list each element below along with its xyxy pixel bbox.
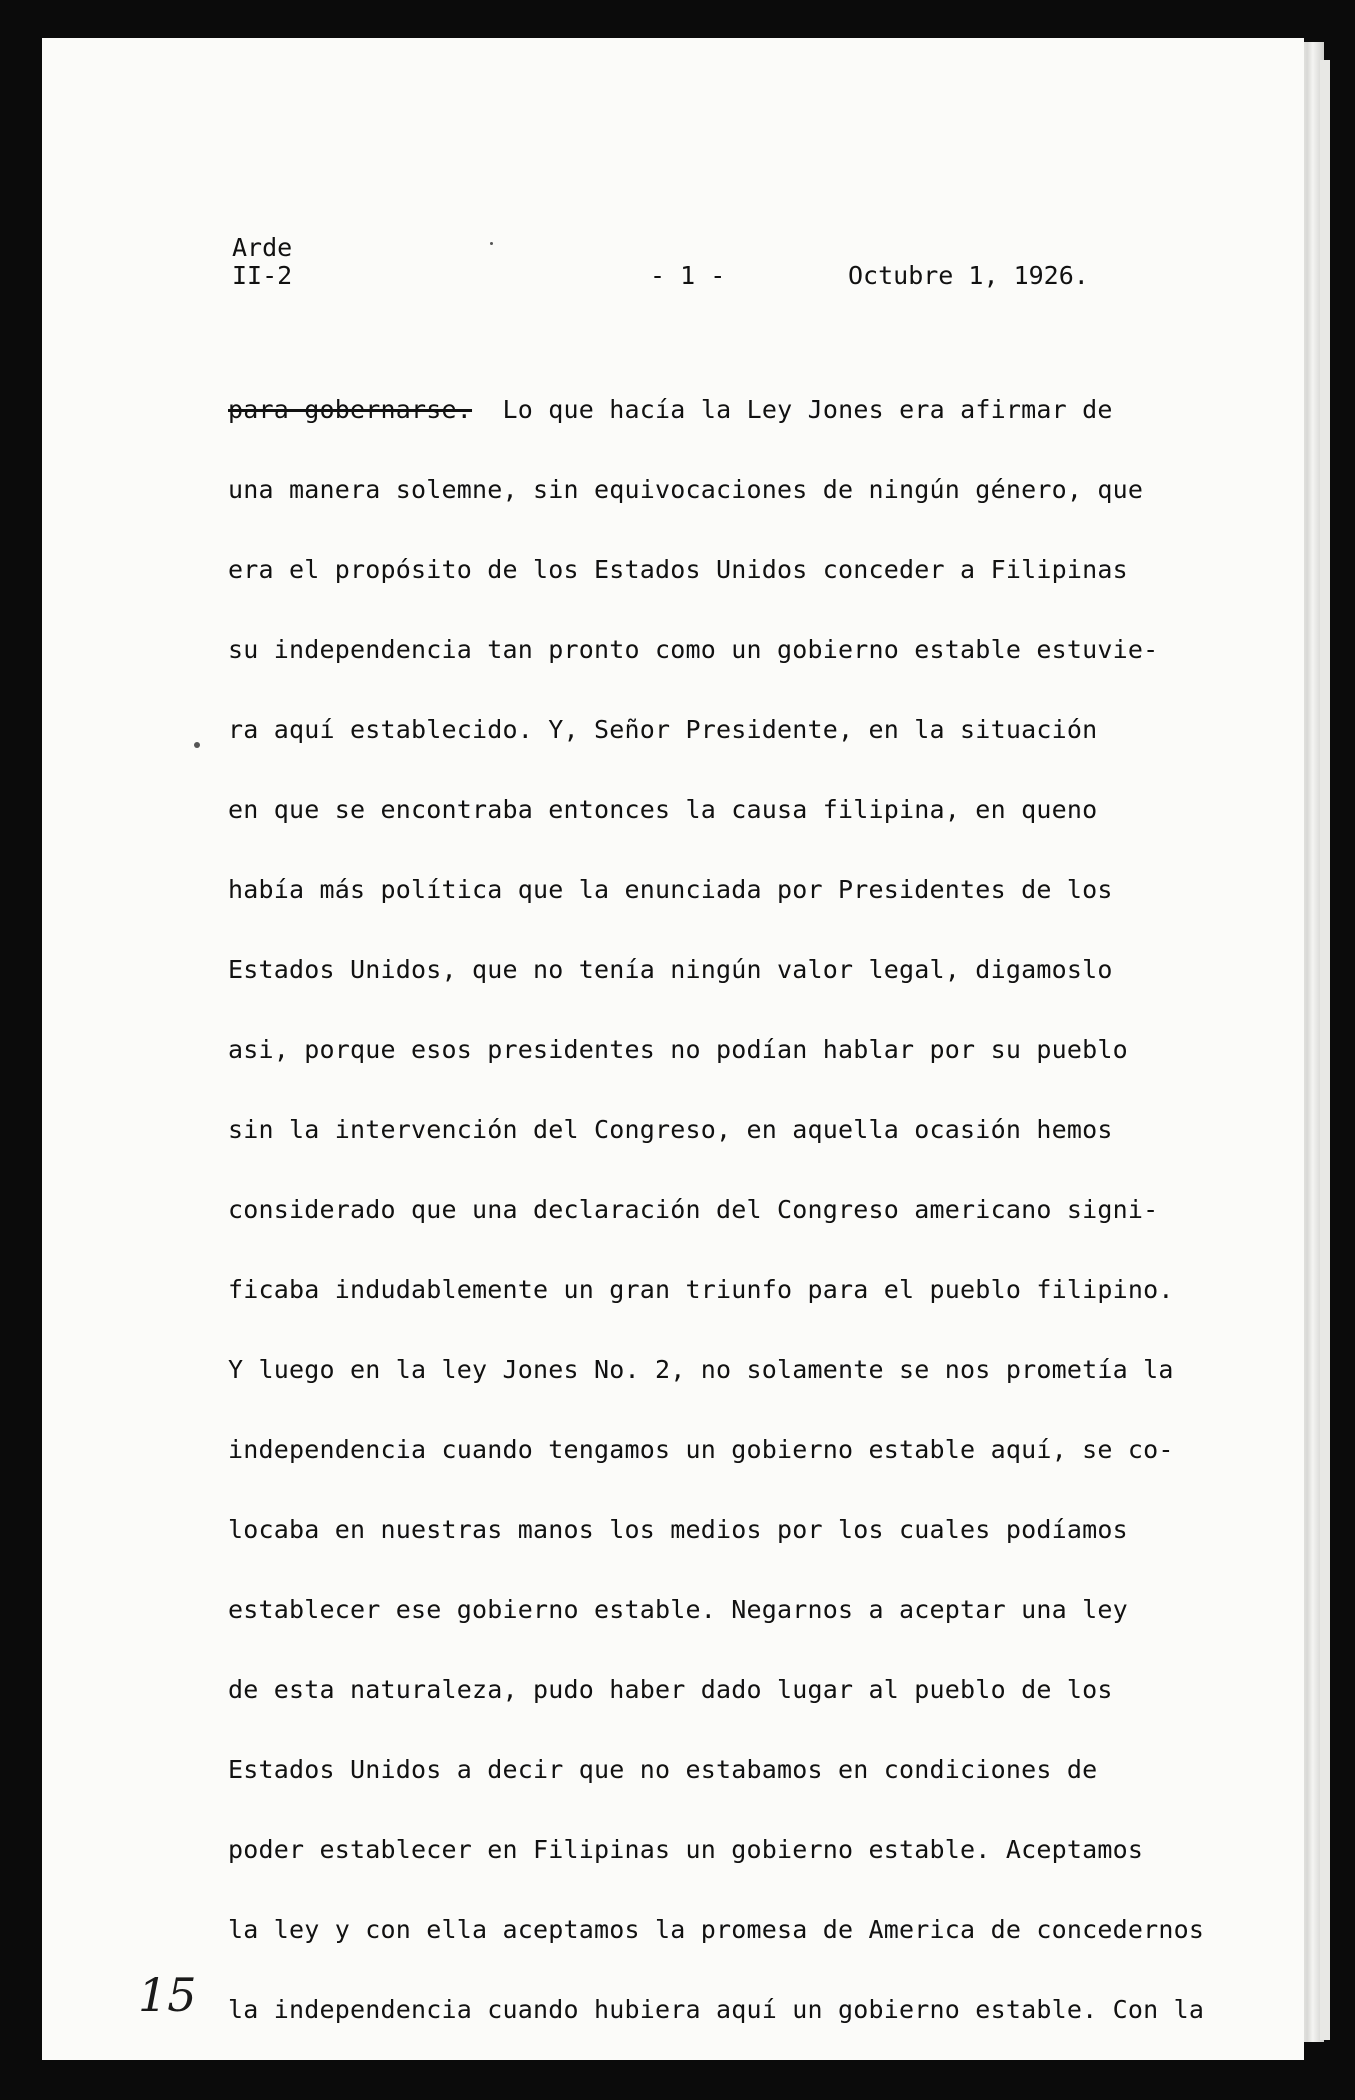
text-line-content: Lo que hacía la Ley Jones era afirmar de [502,395,1113,424]
text-line: Estados Unidos a decir que no estabamos en condiciones de [228,1755,1098,1784]
text-line: la ley y con ella aceptamos la promesa de America de concedernos [228,1915,1205,1944]
text-line: de esta naturaleza, pudo haber dado lugar al pueblo de los [228,1675,1113,1704]
file-reference-line1: Arde [232,233,293,262]
page-number: - 1 - [650,261,726,290]
document-date: Octubre 1, 1926. [848,261,1089,290]
text-line: la independencia cuando hubiera aquí un gobierno estable. Con la [228,1995,1205,2024]
text-line: ra aquí establecido. Y, Señor Presidente, en la situación [228,715,1098,744]
text-line: ficaba indudablemente un gran triunfo para el pueblo filipino. [228,1275,1174,1304]
text-line: era el propósito de los Estados Unidos conceder a Filipinas [228,555,1128,584]
text-line [228,396,1288,476]
text-line: independencia cuando tengamos un gobierno estable aquí, se co- [228,1435,1174,1464]
file-reference-line2: II-2 [232,261,293,290]
stacked-sheet-edge-back [1320,60,1330,2040]
text-line: había más política que la enunciada por Presidentes de los [228,875,1113,904]
text-line: poder establecer en Filipinas un gobierno estable. Aceptamos [228,1835,1144,1864]
text-line: sin la intervención del Congreso, en aquella ocasión hemos [228,1115,1113,1144]
text-line: una manera solemne, sin equivocaciones de ningún género, que [228,475,1144,504]
text-line: Y luego en la ley Jones No. 2, no solamente se nos prometía la [228,1355,1174,1384]
ink-speck [490,242,493,245]
file-reference [232,234,292,290]
ink-speck [194,742,200,748]
typewritten-page [42,38,1304,2060]
text-line: establecer ese gobierno estable. Negarnos a aceptar una ley [228,1595,1128,1624]
body-text [228,396,1288,2076]
handwritten-margin-note: 15 [138,1968,197,2022]
struck-out-text: para gobernarse. [228,395,473,424]
text-line: considerado que una declaración del Congreso americano signi- [228,1195,1159,1224]
text-line: locaba en nuestras manos los medios por los cuales podíamos [228,1515,1128,1544]
text-line: asi, porque esos presidentes no podían hablar por su pueblo [228,1035,1128,1064]
text-line: en que se encontraba entonces la causa filipina, en queno [228,795,1098,824]
text-line: Estados Unidos, que no tenía ningún valor legal, digamoslo [228,955,1113,984]
text-line: su independencia tan pronto como un gobierno estable estuvie- [228,635,1159,664]
